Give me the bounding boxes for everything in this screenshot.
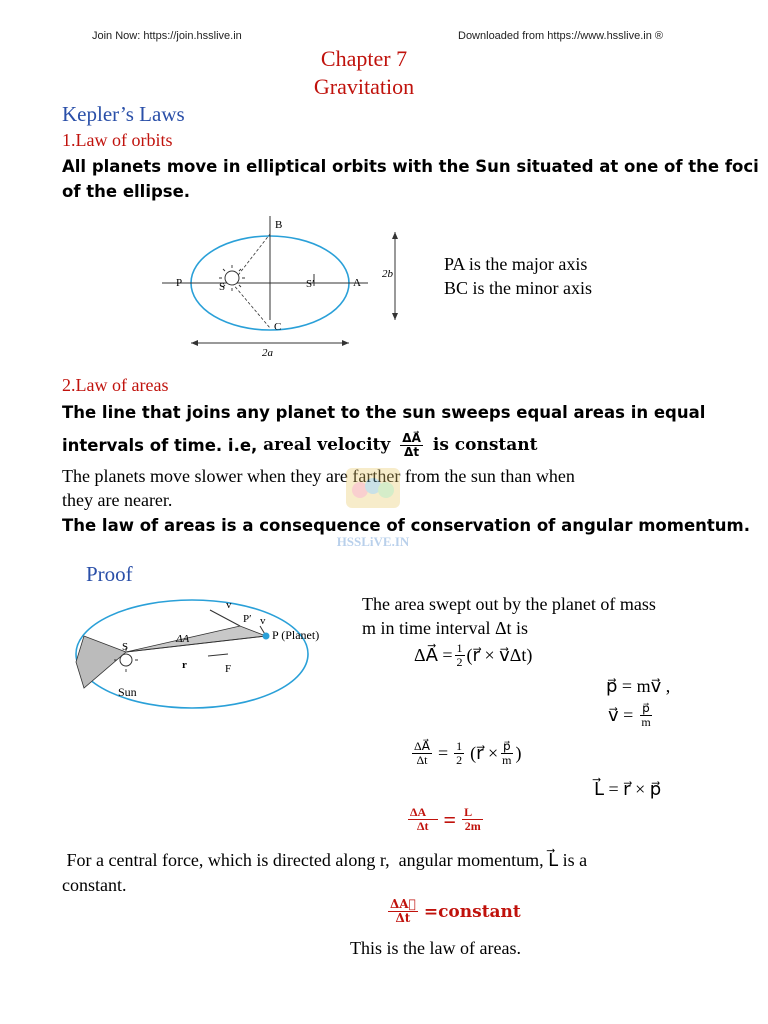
eq4-equals: = bbox=[437, 743, 449, 763]
keplers-laws-heading: Kepler’s Laws bbox=[62, 102, 185, 126]
label-delta-a: ΔA bbox=[176, 633, 190, 645]
conclusion-text: This is the law of areas. bbox=[350, 938, 521, 958]
law-of-areas-heading: 2.Law of areas bbox=[62, 375, 169, 395]
label-s-prime: S′ bbox=[306, 278, 315, 290]
velocity-eq-lhs: v⃗ = bbox=[608, 705, 634, 725]
planets-slower-text-2: they are nearer. bbox=[62, 490, 173, 510]
label-v-right: v bbox=[260, 615, 266, 627]
watermark-text: HSSLiVE.IN bbox=[336, 534, 410, 549]
two-b-dimension bbox=[382, 232, 398, 320]
eq6-rhs-num: L⃗ bbox=[464, 805, 482, 819]
velocity-equation bbox=[608, 702, 655, 729]
area-eq-half-den: 2 bbox=[456, 655, 463, 669]
label-p-prime: P′ bbox=[243, 613, 252, 625]
proof-heading: Proof bbox=[86, 562, 133, 586]
hsslive-watermark-logo bbox=[318, 462, 428, 552]
area-eq-half-num: 1 bbox=[456, 641, 463, 655]
eq4-p-fraction bbox=[500, 740, 513, 767]
areal-velocity-num: ΔA⃗ bbox=[402, 431, 421, 445]
areal-velocity-den: Δt bbox=[404, 445, 420, 459]
eq4-lhs-den: Δt bbox=[416, 753, 428, 767]
eq6-lhs-num: ΔA⃗ bbox=[410, 805, 436, 819]
eq4-p-num: p⃗ bbox=[503, 739, 511, 753]
label-v-top: v bbox=[226, 599, 232, 611]
law-of-areas-text-2 bbox=[62, 432, 538, 459]
eq4-open: (r⃗ × bbox=[470, 743, 499, 763]
momentum-equation: p⃗ = mv⃗ , bbox=[606, 676, 671, 696]
chapter-name: Gravitation bbox=[313, 74, 415, 99]
label-sun: Sun bbox=[118, 685, 137, 699]
proof-text-2: m in time interval Δt is bbox=[362, 618, 529, 638]
velocity-arrow-p-prime bbox=[210, 610, 240, 626]
velocity-eq-num: p⃗ bbox=[642, 701, 650, 715]
law-of-areas-prefix: intervals of time. i.e, bbox=[62, 436, 264, 455]
eq6-lhs-den: Δt bbox=[417, 819, 429, 833]
area-eq-rhs: (r⃗ × v⃗Δt) bbox=[466, 645, 533, 665]
orbit-diagram bbox=[150, 210, 420, 360]
eq4-half-num: 1 bbox=[456, 739, 463, 753]
law-of-orbits-heading: 1.Law of orbits bbox=[62, 130, 173, 150]
focus-to-c-line bbox=[232, 283, 270, 328]
label-p: P bbox=[176, 277, 183, 289]
central-force-text-1: For a central force, which is directed along r, angular momentum, L⃗ is a bbox=[62, 850, 588, 870]
eq6-rhs-fraction bbox=[462, 806, 483, 833]
is-constant-text: is constant bbox=[432, 435, 538, 455]
header-download-source[interactable]: Downloaded from https://www.hsslive.in ® bbox=[458, 30, 663, 42]
final-eq-fraction bbox=[388, 898, 418, 925]
label-b: B bbox=[275, 219, 283, 231]
eq4-half-den: 2 bbox=[456, 753, 463, 767]
final-eq-den: Δt bbox=[395, 911, 411, 925]
eq6-rhs-den: 2m bbox=[464, 819, 481, 833]
label-a: A bbox=[353, 277, 361, 289]
velocity-eq-fraction bbox=[639, 702, 652, 729]
substituted-equation bbox=[410, 740, 521, 767]
eq4-lhs-fraction bbox=[412, 740, 432, 767]
label-f: F bbox=[225, 663, 232, 675]
eq4-close: ) bbox=[515, 743, 522, 763]
header-join-link[interactable]: Join Now: https://join.hsslive.in bbox=[92, 30, 242, 42]
eq6-lhs-fraction bbox=[408, 806, 438, 833]
law-of-areas-text-1: The line that joins any planet to the sun sweeps equal areas in equal bbox=[62, 403, 706, 422]
label-2b: 2b bbox=[382, 268, 393, 280]
label-s: S bbox=[219, 281, 226, 293]
consequence-text: The law of areas is a consequence of conservation of angular momentum. bbox=[62, 516, 750, 535]
planet-dot bbox=[263, 633, 270, 640]
angular-momentum-equation: L⃗ = r⃗ × p⃗ bbox=[594, 779, 662, 799]
force-arrow bbox=[208, 654, 228, 656]
areal-velocity-result bbox=[406, 806, 485, 833]
label-c: C bbox=[274, 321, 282, 333]
eq4-p-den: m bbox=[502, 753, 512, 767]
swept-area-left bbox=[76, 636, 129, 688]
chapter-title: Chapter 7 bbox=[320, 46, 408, 71]
final-law-equation bbox=[386, 898, 521, 925]
minor-axis-caption: BC is the minor axis bbox=[444, 278, 592, 298]
law-of-orbits-text-1: All planets move in elliptical orbits with the Sun situated at one of the foci bbox=[62, 157, 759, 176]
areal-velocity-term: areal velocity bbox=[263, 435, 391, 455]
eq4-half-fraction bbox=[454, 740, 464, 767]
label-r: r bbox=[182, 659, 187, 671]
areal-velocity-figure bbox=[60, 592, 360, 710]
two-a-dimension bbox=[191, 340, 349, 359]
swept-area-delta-a bbox=[126, 626, 266, 652]
central-force-text-2: constant. bbox=[62, 875, 127, 895]
velocity-eq-den: m bbox=[641, 715, 651, 729]
label-s: S bbox=[122, 641, 129, 653]
proof-text-1: The area swept out by the planet of mass bbox=[362, 594, 656, 614]
label-planet: P (Planet) bbox=[272, 628, 320, 642]
final-eq-num: ΔA⃗ bbox=[390, 897, 416, 911]
area-eq-half bbox=[455, 642, 465, 669]
label-2a: 2a bbox=[262, 347, 273, 359]
planets-slower-text-1: The planets move slower when they are farther from the sun than when bbox=[62, 466, 575, 486]
major-axis-caption: PA is the major axis bbox=[444, 254, 588, 274]
law-of-orbits-text-2: of the ellipse. bbox=[62, 182, 191, 201]
eq4-lhs-num: ΔA⃗ bbox=[414, 739, 430, 753]
area-eq-lhs: ΔA⃗ = bbox=[414, 645, 453, 665]
eq6-equals: = bbox=[443, 806, 457, 832]
final-eq-rhs: =constant bbox=[423, 901, 521, 922]
areal-velocity-fraction bbox=[400, 432, 423, 459]
area-equation bbox=[414, 642, 532, 669]
